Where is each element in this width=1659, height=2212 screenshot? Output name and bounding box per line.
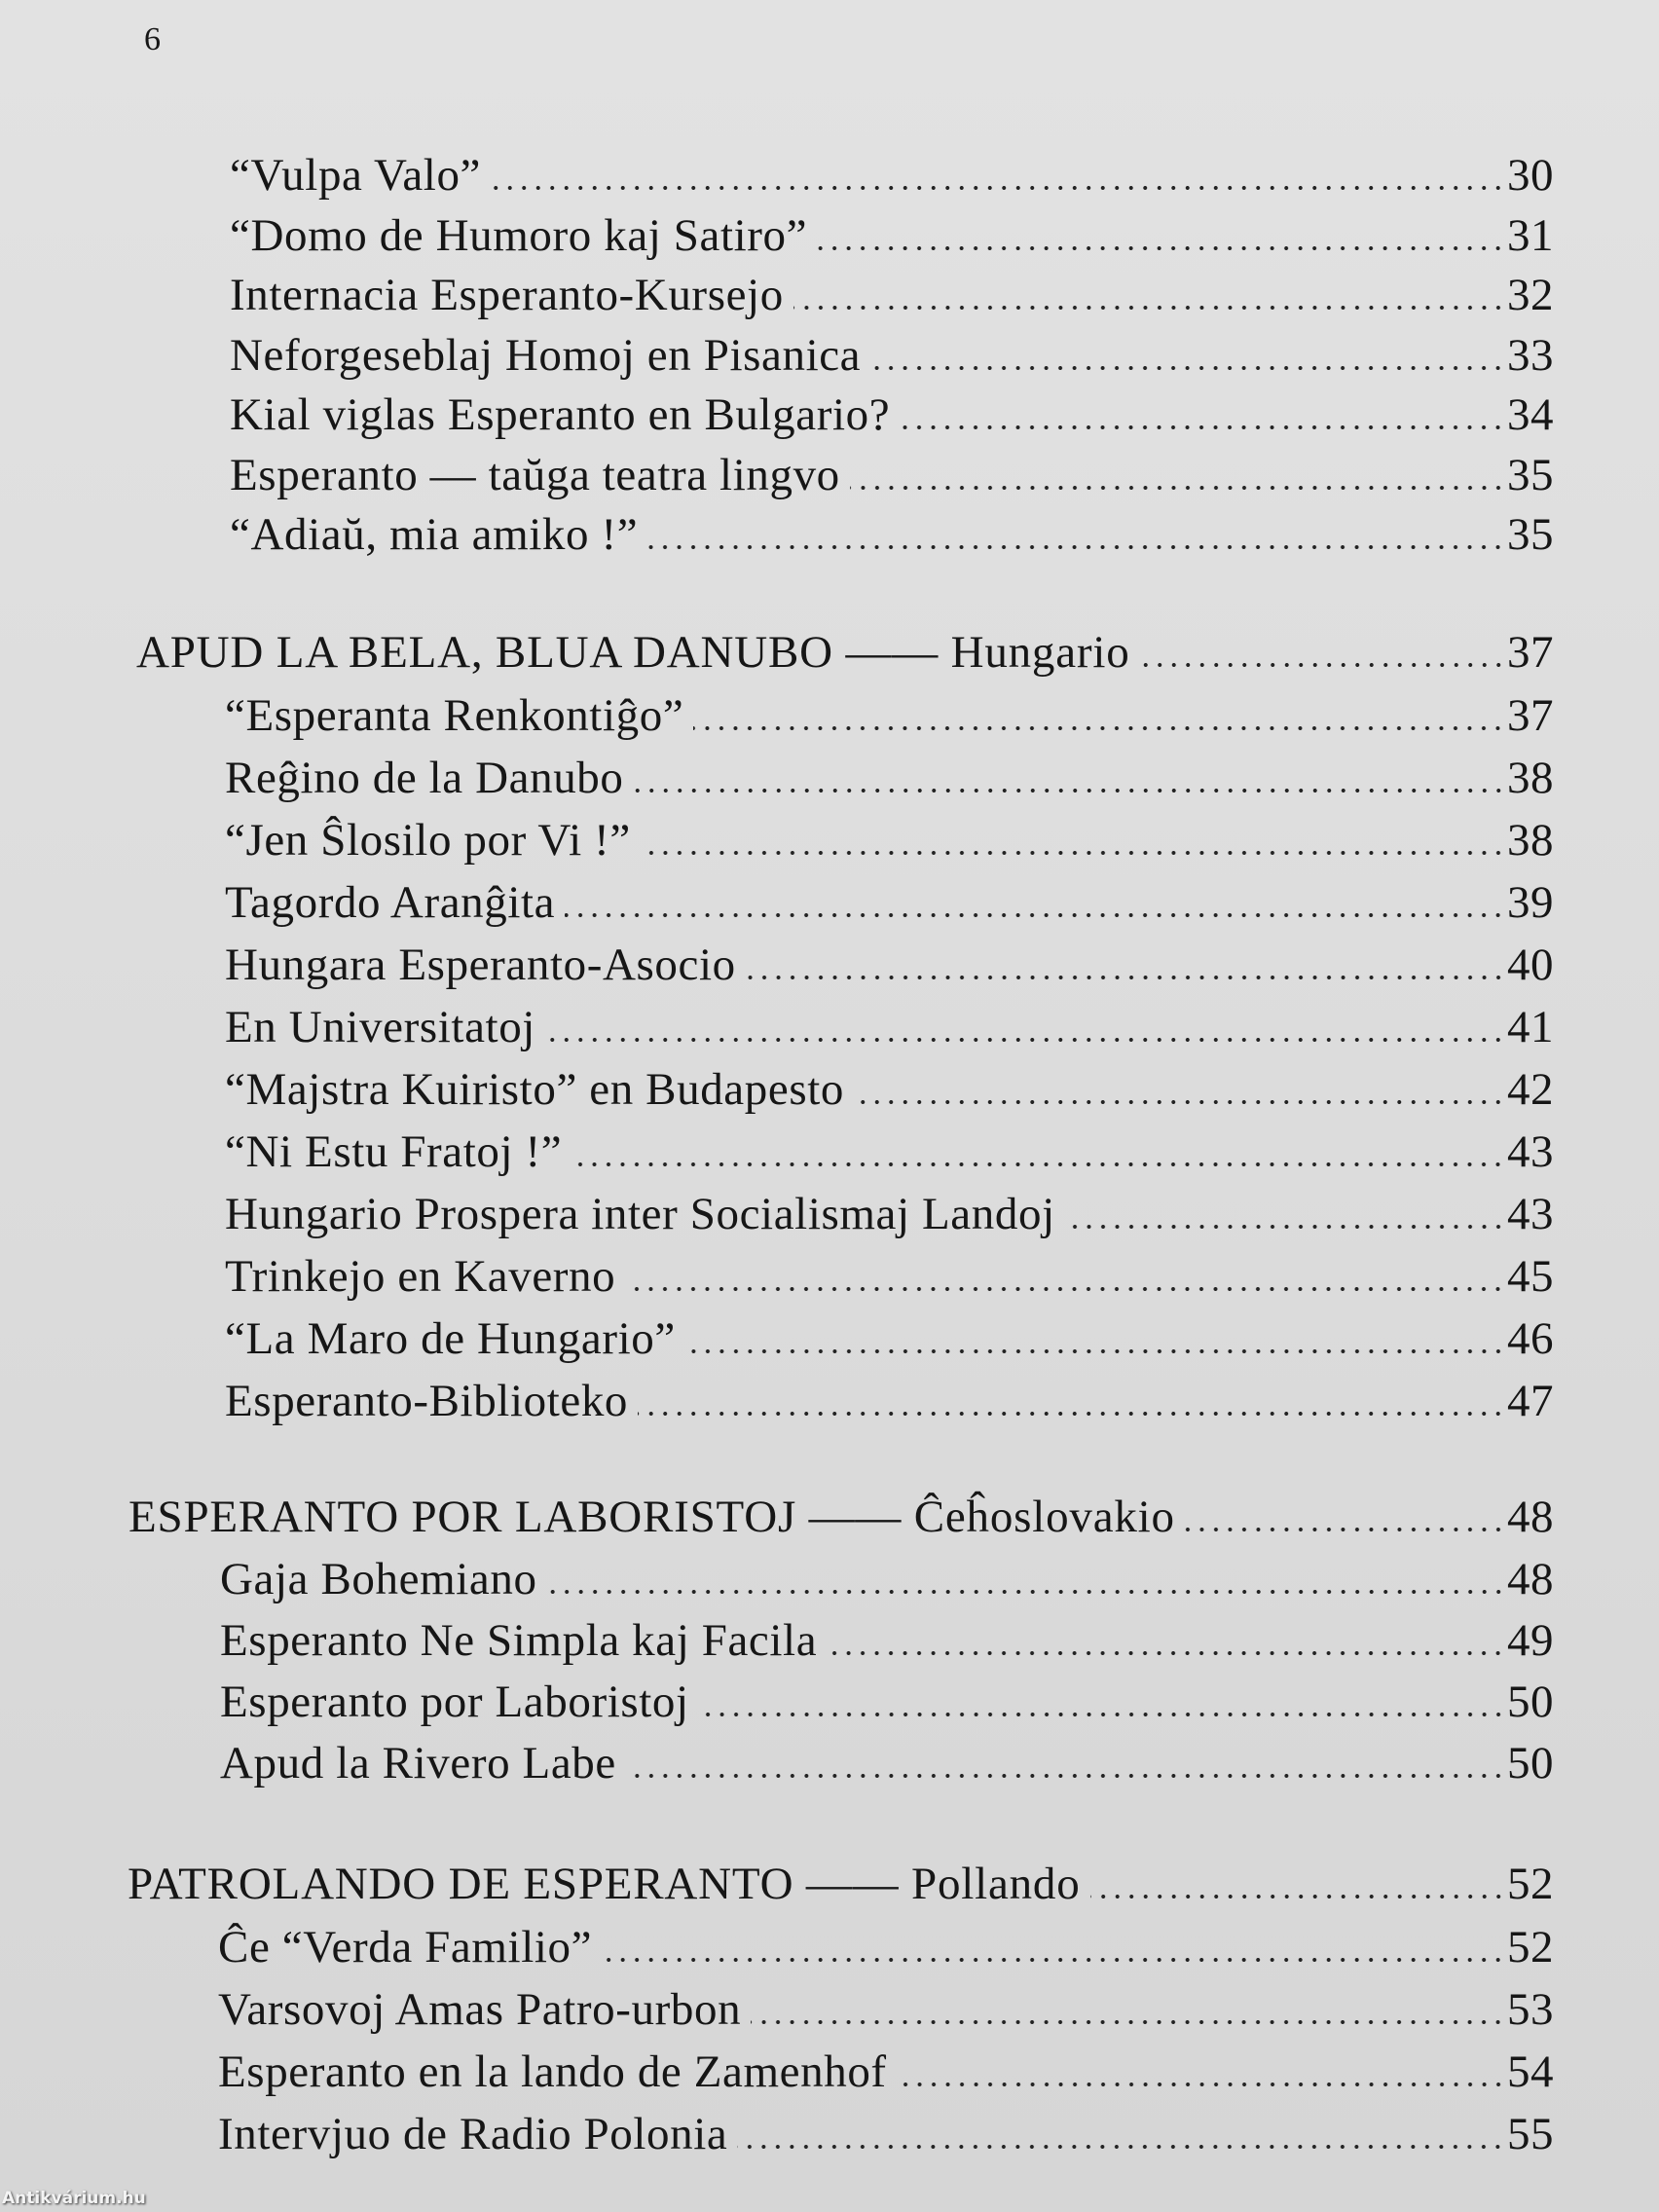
entry-title: Esperanto por Laboristoj xyxy=(220,1677,689,1727)
dot-leader xyxy=(545,1037,1505,1043)
toc-entry xyxy=(230,206,1554,265)
dot-leader xyxy=(626,1773,1505,1779)
entry-title: Hungara Esperanto-Asocio xyxy=(225,940,736,990)
toc-entry xyxy=(225,1372,1554,1430)
dot-leader xyxy=(897,2082,1505,2087)
entry-page-number: 48 xyxy=(1507,1492,1554,1542)
toc-entry xyxy=(225,749,1554,807)
toc-entry xyxy=(225,686,1554,745)
dot-leader xyxy=(1090,1894,1505,1899)
entry-page-number: 42 xyxy=(1507,1064,1554,1115)
entry-page-number: 50 xyxy=(1507,1738,1554,1788)
toc-entry xyxy=(225,1185,1554,1243)
section-heading xyxy=(128,1855,1554,1913)
dot-leader xyxy=(751,2019,1505,2025)
entry-title: Ĉe “Verda Familio” xyxy=(218,1922,593,1972)
entry-title: “Adiaŭ, mia amiko !” xyxy=(230,509,639,560)
dot-leader xyxy=(850,485,1505,491)
entry-page-number: 55 xyxy=(1507,2109,1554,2159)
entry-page-number: 46 xyxy=(1507,1313,1554,1364)
toc-entry xyxy=(218,1918,1554,1976)
toc-entry xyxy=(230,446,1554,504)
entry-page-number: 50 xyxy=(1507,1677,1554,1727)
entry-page-number: 45 xyxy=(1507,1251,1554,1302)
dot-leader xyxy=(647,544,1505,550)
toc-entry xyxy=(230,266,1554,324)
entry-title: Esperanto Ne Simpla kaj Facila xyxy=(220,1615,818,1666)
entry-title: Apud la Rivero Labe xyxy=(220,1738,616,1788)
toc-entry xyxy=(220,1550,1554,1608)
toc-entry xyxy=(225,1123,1554,1181)
entry-page-number: 38 xyxy=(1507,815,1554,866)
entry-title: “La Maro de Hungario” xyxy=(225,1313,676,1364)
dot-leader xyxy=(854,1099,1505,1105)
toc-entry xyxy=(218,2105,1554,2163)
toc-entry xyxy=(225,998,1554,1056)
dot-leader xyxy=(625,1286,1505,1292)
entry-page-number: 34 xyxy=(1507,389,1554,440)
watermark: Antikvárium.hu xyxy=(2,2189,146,2208)
section-heading xyxy=(129,1488,1554,1546)
entry-page-number: 31 xyxy=(1507,209,1554,261)
dot-leader xyxy=(1140,662,1505,668)
dot-leader xyxy=(602,1957,1505,1963)
entry-title: Gaja Bohemiano xyxy=(220,1554,537,1604)
entry-title: Esperanto — taŭga teatra lingvo xyxy=(230,449,840,500)
toc-entry xyxy=(220,1734,1554,1792)
entry-page-number: 35 xyxy=(1507,509,1554,560)
dot-leader xyxy=(737,2144,1505,2150)
entry-page-number: 37 xyxy=(1507,627,1554,678)
entry-title: “Esperanta Renkontiĝo” xyxy=(225,690,684,741)
dot-leader xyxy=(693,725,1505,731)
entry-title: Internacia Esperanto-Kursejo xyxy=(230,270,784,320)
entry-title: “Jen Ŝlosilo por Vi !” xyxy=(225,815,631,866)
entry-page-number: 35 xyxy=(1507,449,1554,500)
entry-page-number: 54 xyxy=(1507,2046,1554,2097)
entry-page-number: 43 xyxy=(1507,1189,1554,1239)
entry-title: “Ni Estu Fratoj !” xyxy=(225,1126,563,1177)
toc-entry xyxy=(220,1673,1554,1731)
toc-entry xyxy=(225,1309,1554,1368)
toc-entry xyxy=(225,873,1554,932)
dot-leader xyxy=(638,1411,1505,1417)
dot-leader xyxy=(571,1161,1505,1167)
page-number: 6 xyxy=(144,21,161,57)
dot-leader xyxy=(547,1589,1505,1595)
entry-page-number: 40 xyxy=(1507,940,1554,990)
entry-title: Reĝino de la Danubo xyxy=(225,753,624,803)
toc-entry xyxy=(218,1980,1554,2039)
entry-title: ESPERANTO POR LABORISTOJ —— Ĉeĥoslovakio xyxy=(129,1492,1175,1542)
toc-entry xyxy=(225,936,1554,994)
entry-page-number: 30 xyxy=(1507,150,1554,201)
toc-entry xyxy=(225,1060,1554,1119)
dot-leader xyxy=(1185,1527,1505,1532)
dot-leader xyxy=(817,245,1505,251)
entry-title: Esperanto en la lando de Zamenhof xyxy=(218,2046,887,2097)
entry-title: Intervjuo de Radio Polonia xyxy=(218,2109,728,2159)
entry-page-number: 39 xyxy=(1507,877,1554,928)
entry-title: Kial viglas Esperanto en Bulgario? xyxy=(230,389,891,440)
entry-page-number: 38 xyxy=(1507,753,1554,803)
dot-leader xyxy=(685,1348,1505,1354)
dot-leader xyxy=(870,365,1505,371)
entry-title: Hungario Prospera inter Socialismaj Landoj xyxy=(225,1189,1055,1239)
toc-entry xyxy=(230,505,1554,564)
dot-leader xyxy=(793,305,1505,311)
entry-page-number: 53 xyxy=(1507,1984,1554,2035)
entry-page-number: 43 xyxy=(1507,1126,1554,1177)
toc-entry xyxy=(218,2043,1554,2101)
entry-page-number: 37 xyxy=(1507,690,1554,741)
section-heading xyxy=(136,623,1554,682)
entry-title: PATROLANDO DE ESPERANTO —— Pollando xyxy=(128,1859,1081,1909)
entry-title: APUD LA BELA, BLUA DANUBO —— Hungario xyxy=(136,627,1130,678)
entry-title: “Vulpa Valo” xyxy=(230,150,482,201)
dot-leader xyxy=(491,185,1505,191)
entry-title: Neforgeseblaj Homoj en Pisanica xyxy=(230,329,862,381)
toc-entry xyxy=(225,1247,1554,1306)
entry-page-number: 47 xyxy=(1507,1376,1554,1426)
toc-entry xyxy=(225,811,1554,869)
toc-entry xyxy=(220,1611,1554,1670)
dot-leader xyxy=(827,1650,1505,1656)
entry-page-number: 33 xyxy=(1507,329,1554,381)
entry-page-number: 49 xyxy=(1507,1615,1554,1666)
entry-page-number: 52 xyxy=(1507,1859,1554,1909)
entry-page-number: 41 xyxy=(1507,1002,1554,1052)
entry-title: Esperanto-Biblioteko xyxy=(225,1376,629,1426)
entry-title: “Domo de Humoro kaj Satiro” xyxy=(230,209,808,261)
entry-page-number: 32 xyxy=(1507,270,1554,320)
dot-leader xyxy=(699,1712,1505,1717)
toc-entry xyxy=(230,146,1554,204)
dot-leader xyxy=(1065,1224,1505,1230)
entry-page-number: 48 xyxy=(1507,1554,1554,1604)
dot-leader xyxy=(634,788,1506,793)
toc-entry xyxy=(230,386,1554,444)
dot-leader xyxy=(746,975,1505,980)
dot-leader xyxy=(900,424,1505,430)
toc-entry xyxy=(230,326,1554,385)
entry-title: “Majstra Kuiristo” en Budapesto xyxy=(225,1064,844,1115)
entry-title: En Universitatoj xyxy=(225,1002,535,1052)
entry-title: Tagordo Aranĝita xyxy=(225,877,556,928)
entry-title: Varsovoj Amas Patro-urbon xyxy=(218,1984,742,2035)
entry-title: Trinkejo en Kaverno xyxy=(225,1251,616,1302)
entry-page-number: 52 xyxy=(1507,1922,1554,1972)
dot-leader xyxy=(641,850,1505,856)
dot-leader xyxy=(565,912,1505,918)
